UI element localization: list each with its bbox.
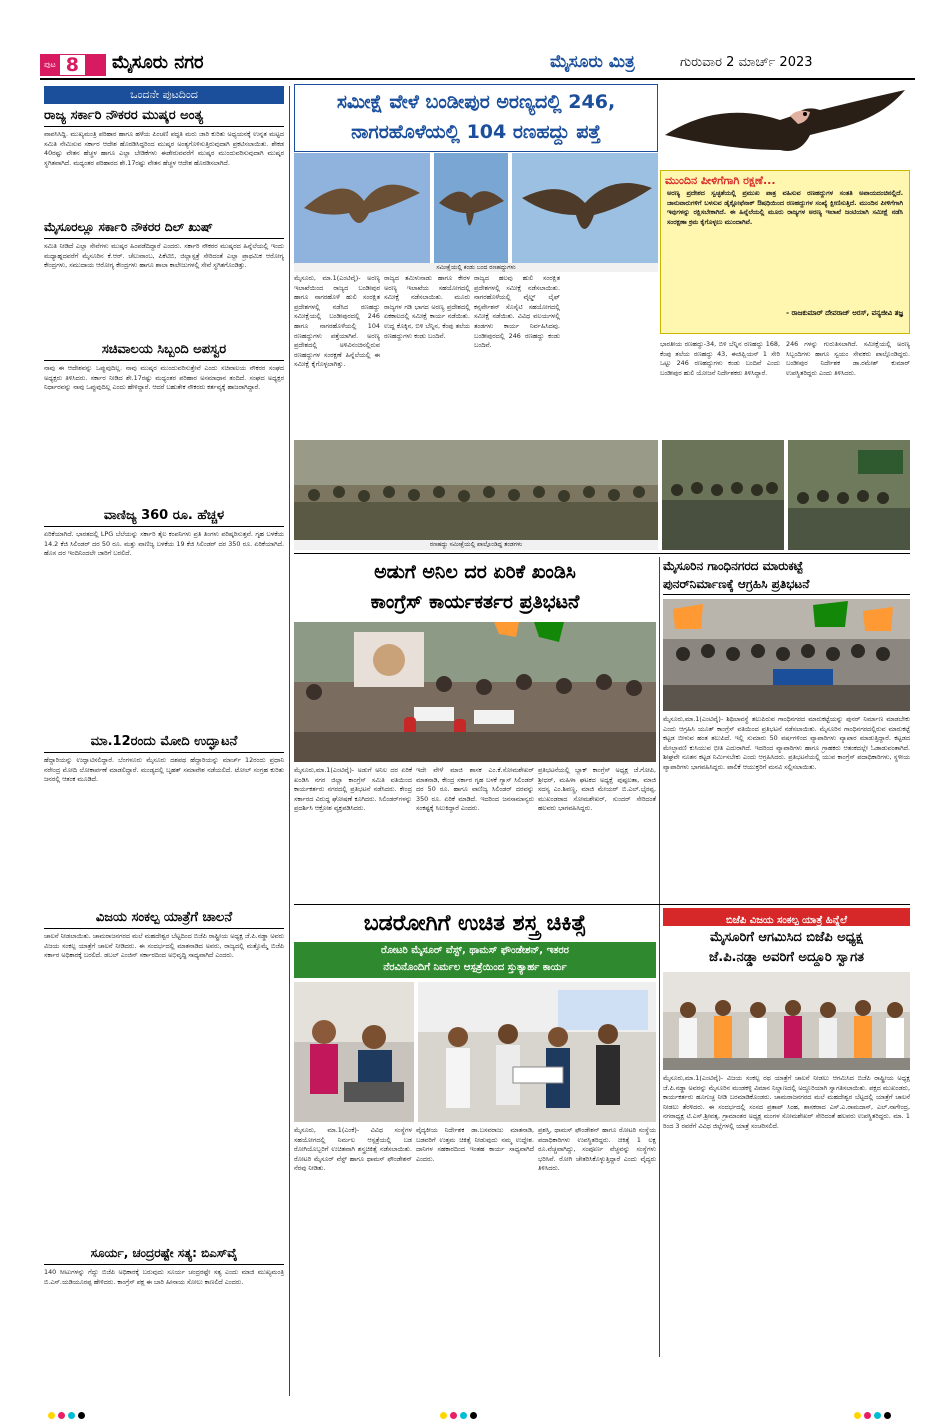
issue-date: ಗುರುವಾರ 2 ಮಾರ್ಚ್ 2023: [680, 55, 813, 70]
story-yatra-body: ಚಾಲನೆ ನೀಡಲಾಯಿತು. ಚಾಮರಾಜನಗರದ ಮಲೆ ಮಹದೇಶ್ವರ ಬೆಟ್ಟದಿಂದ ಬಿಜೆಪಿ ರಾಷ್ಟ್ರೀಯ ಅಧ್ಯಕ್ಷ ಜೆ.ಪಿ.ನಡ್ಡಾ ಅವರು ವಿಜಯ ಸಂಕಲ್ಪ ಯಾತ್ರೆಗೆ ಚಾಲನೆ ನೀಡಿದರು. ಈ ಸಂದರ್ಭದಲ್ಲಿ ಮಾತನಾಡಿದ ಅವರು, ರಾಜ್ಯದಲ್ಲಿ ಮತ್ತೊಮ್ಮೆ ಬಿಜೆಪಿ ಸರ್ಕಾರ ಅಧಿಕಾರಕ್ಕೆ ಬರಲಿದೆ. ಡಬಲ್ ಎಂಜಿನ್ ಸರ್ಕಾರದಿಂದ ಅಭಿವೃದ್ಧಿ ಸಾಧ್ಯವಾಗಿದೆ ಎಂದರು.: [44, 932, 284, 960]
gandhinagar-headline-line1: ಮೈಸೂರಿನ ಗಾಂಧಿನಗರದ ಮಾರುಕಟ್ಟೆ: [663, 559, 804, 573]
reg-dot-magenta: [450, 1412, 457, 1419]
vulture-photo-caption: ಸಮೀಕ್ಷೆಯಲ್ಲಿ ಕಂಡು ಬಂದ ರಣಹದ್ದುಗಳು: [294, 263, 658, 272]
reg-dot-black: [78, 1412, 85, 1419]
vulture-headline: [294, 84, 658, 152]
survey-team-photo: [788, 440, 910, 550]
gas-story-col2: ಇದೇ ವೇಳೆ ಮಾಜಿ ಶಾಸಕ ಎಂ.ಕೆ.ಸೋಮಶೇಖರ್ ಮಾತನಾಡಿ, ಕೇಂದ್ರ ಸರ್ಕಾರ ಗೃಹ ಬಳಕೆ ಗ್ಯಾಸ್ ಸಿಲಿಂಡರ್ ದರ 50 ರೂ. ಹಾಗೂ ವಾಣಿಜ್ಯ ಸಿಲಿಂಡರ್ ದರವನ್ನು 350 ರೂ. ಏರಿಕೆ ಮಾಡಿದೆ. ಇದರಿಂದ ಜನಸಾಮಾನ್ಯರು ಸಂಕಷ್ಟಕ್ಕೆ ಸಿಲುಕಿದ್ದಾರೆ ಎಂದರು.: [416, 766, 534, 813]
divider: [44, 526, 284, 527]
survey-team-photo: [662, 440, 784, 550]
vulture-photo-image: [434, 153, 508, 263]
story-mysuru-employees-headline: ಮೈಸೂರಲ್ಲೂ ಸರ್ಕಾರಿ ನೌಕರರ ದಿಲ್ ಖುಷ್: [44, 220, 213, 234]
vulture-headline-line2: ನಾಗರಹೊಳೆಯಲ್ಲಿ 104 ರಣಹದ್ದು ಪತ್ತೆ: [351, 121, 601, 143]
reg-dot-yellow: [48, 1412, 55, 1419]
surgery-story-col2: ವೈದ್ಯಕೀಯ ನಿರ್ದೇಶಕ ಡಾ.ಬಸವರಾಜು ಮಾತನಾಡಿ, ಬಡವರಿಗೆ ಉತ್ತಮ ಚಿಕಿತ್ಸೆ ನೀಡುವುದು ನಮ್ಮ ಉದ್ದೇಶ. ದಾನಿಗಳ ಸಹಕಾರದಿಂದ ಇಂತಹ ಕಾರ್ಯ ಸಾಧ್ಯವಾಗಿದೆ ಎಂದರು.: [416, 1126, 534, 1163]
surgery-photo-image: [294, 982, 414, 1122]
divider: [44, 126, 284, 127]
vulture-photo-image: [512, 153, 658, 263]
survey-team-photo-image: [294, 440, 658, 540]
story-modi-headline: ಮಾ.12ರಂದು ಮೋದಿ ಉದ್ಘಾಟನೆ: [90, 734, 238, 749]
side-box-body: ಅರಣ್ಯ ಪ್ರದೇಶದ ಸ್ವಚ್ಛತೆಯಲ್ಲಿ ಪ್ರಮುಖ ಪಾತ್ರ ವಹಿಸುವ ರಣಹದ್ದುಗಳ ಸಂತತಿ ಅಪಾಯದಂಚಿನಲ್ಲಿದೆ. ಜಾನುವಾರುಗಳಿಗೆ ಬಳಸುವ ಡೈಕ್ಲೋಫೆನಾಕ್ ಔಷಧಿಯಿಂದ ರಣಹದ್ದುಗಳ ಸಂಖ್ಯೆ ಕ್ಷೀಣಿಸುತ್ತಿದೆ. ಮುಂದಿನ ಪೀಳಿಗೆಗಾಗಿ ಇವುಗಳನ್ನು ರಕ್ಷಿಸಬೇಕಾಗಿದೆ. ಈ ಹಿನ್ನೆಲೆಯಲ್ಲಿ ಮೂರು ರಾಜ್ಯಗಳ ಅರಣ್ಯ ಇಲಾಖೆ ಜಂಟಿಯಾಗಿ ಸಮೀಕ್ಷೆ ನಡೆಸಿ ಸಂರಕ್ಷಣಾ ಕ್ರಮ ಕೈಗೊಳ್ಳಲು ಮುಂದಾಗಿವೆ.: [667, 189, 903, 226]
surgery-donation-photo-image: [418, 982, 656, 1122]
side-box: [660, 170, 910, 334]
vulture-illustration: [660, 80, 910, 170]
side-box-title: ಮುಂದಿನ ಪೀಳಿಗೆಗಾಗಿ ರಕ್ಷಣೆ...: [665, 174, 776, 187]
surgery-headline: ಬಡರೋಗಿಗೆ ಉಚಿತ ಶಸ್ತ್ರ ಚಿಕಿತ್ಸೆ: [363, 911, 587, 936]
surgery-story-col1: ಮೈಸೂರು, ಮಾ.1(ಎಂಕೆ)- ವಿವಿಧ ಸಂಸ್ಥೆಗಳ ಸಹಯೋಗದಲ್ಲಿ ನಿರ್ಮಲ ಆಸ್ಪತ್ರೆಯಲ್ಲಿ ಬಡ ರೋಗಿಯೊಬ್ಬರಿಗೆ ಉಚಿತವಾಗಿ ಶಸ್ತ್ರಚಿಕಿತ್ಸೆ ನಡೆಸಲಾಯಿತು. ರೋಟರಿ ಮೈಸೂರ್ ವೆಸ್ಟ್ ಹಾಗೂ ಥಾಮಸ್ ಫೌಂಡೇಶನ್ ನೆರವು ನೀಡಿತು.: [294, 1126, 412, 1173]
story-lpg-body: ಏರಿಕೆಯಾಗಿದೆ. ಭಾರತದಲ್ಲಿ LPG ಬೆಲೆಯನ್ನು ಸರ್ಕಾರಿ ತೈಲ ಕಂಪನಿಗಳು ಪ್ರತಿ ತಿಂಗಳು ಪರಿಷ್ಕರಿಸುತ್ತವೆ. ಗೃಹ ಬಳಕೆಯ 14.2 ಕೆಜಿ ಸಿಲಿಂಡರ್ ದರ 50 ರೂ. ಮತ್ತು ವಾಣಿಜ್ಯ ಬಳಕೆಯ 19 ಕೆಜಿ ಸಿಲಿಂಡರ್ ದರ 350 ರೂ. ಏರಿಕೆಯಾಗಿದೆ. ಹೊಸ ದರ ಇಂದಿನಿಂದಲೇ ಜಾರಿಗೆ ಬರಲಿದೆ.: [44, 530, 284, 558]
reg-dot-yellow: [854, 1412, 861, 1419]
reg-dot-cyan: [874, 1412, 881, 1419]
divider: [44, 928, 284, 929]
nadda-welcome-photo: [663, 972, 910, 1070]
left-column: [44, 86, 284, 1396]
story-yatra-headline: ವಿಜಯ ಸಂಕಲ್ಪ ಯಾತ್ರೆಗೆ ಚಾಲನೆ: [95, 910, 233, 925]
story-secretariat-headline: ಸಚಿವಾಲಯ ಸಿಬ್ಬಂದಿ ಅಪಸ್ವರ: [101, 342, 227, 357]
surgery-subhead-line2: ನೆರವಿನೊಂದಿಗೆ ನಿರ್ಮಲ ಆಸ್ಪತ್ರೆಯಿಂದ ಸ್ತುತ್ಯಾರ್ಹ ಕಾರ್ಯ: [383, 962, 567, 973]
gandhinagar-headline: [663, 557, 910, 595]
divider: [44, 1264, 284, 1265]
reg-dot-magenta: [58, 1412, 65, 1419]
gandhinagar-protest-photo: [663, 599, 910, 711]
gandhinagar-story-body: ಮೈಸೂರು,ಮಾ.1(ಎಂಟಿವೈ)- ಶಿಥಿಲಾವಸ್ಥೆ ತಲುಪಿರುವ ಗಾಂಧಿನಗರದ ಮಾರುಕಟ್ಟೆಯನ್ನು ಪುನರ್ ನಿರ್ಮಾಣ ಮಾಡಬೇಕು ಎಂದು ಆಗ್ರಹಿಸಿ ಯೂತ್ ಕಾಂಗ್ರೆಸ್ ವತಿಯಿಂದ ಪ್ರತಿಭಟನೆ ನಡೆಸಲಾಯಿತು. ಮೈಸೂರಿನ ಗಾಂಧಿನಗರದಲ್ಲಿರುವ ಮಾರುಕಟ್ಟೆ ಕಟ್ಟಡ ಬೀಳುವ ಹಂತ ತಲುಪಿದೆ. ಇಲ್ಲಿ ಸುಮಾರು 50 ವರ್ಷಗಳಿಂದ ವ್ಯಾಪಾರಿಗಳು ವ್ಯಾಪಾರ ಮಾಡುತ್ತಿದ್ದಾರೆ. ಕಟ್ಟಡದ ಮೇಲ್ಛಾವಣಿ ಕುಸಿಯುವ ಭೀತಿ ಎದುರಾಗಿದೆ. ಇದರಿಂದ ವ್ಯಾಪಾರಿಗಳು ಹಾಗೂ ಗ್ರಾಹಕರು ಆತಂಕದಲ್ಲೇ ಓಡಾಡುವಂತಾಗಿದೆ. ಶೀಘ್ರವೇ ನೂತನ ಕಟ್ಟಡ ನಿರ್ಮಿಸಬೇಕು ಎಂದು ಆಗ್ರಹಿಸಿದರು. ಪ್ರತಿಭಟನೆಯಲ್ಲಿ ಯುವ ಕಾಂಗ್ರೆಸ್ ಪದಾಧಿಕಾರಿಗಳು, ಸ್ಥಳೀಯ ವ್ಯಾಪಾರಿಗಳು ಭಾಗವಹಿಸಿದ್ದರು. ಪಾಲಿಕೆ ಆಯುಕ್ತರಿಗೆ ಮನವಿ ಸಲ್ಲಿಸಲಾಯಿತು.: [663, 715, 910, 771]
story-mysuru-employees-body: ಸಮಿತಿ ನೀಡಿದೆ ಎಲ್ಲಾ ಸೇವೆಗಳು ಮುಷ್ಕರ ಹಿಂಪಡೆದಿದ್ದಾರೆ ಎಂದರು. ಸರ್ಕಾರಿ ನೌಕರರ ಮುಷ್ಕರದ ಹಿನ್ನೆಲೆಯಲ್ಲಿ ಇಂದು ಮಧ್ಯಾಹ್ನದವರೆಗೆ ಮೈಸೂರಿನ ಕೆ.ಆರ್. ಚೆಲುವಾಂಬ, ಪಿಕೆಟಿಬಿ, ಜಿಲ್ಲಾಸ್ಪತ್ರೆ ಸೇರಿದಂತೆ ಎಲ್ಲಾ ಪ್ರಾಥಮಿಕ ಆರೋಗ್ಯ ಕೇಂದ್ರಗಳು, ಸಮುದಾಯ ಆರೋಗ್ಯ ಕೇಂದ್ರಗಳು ಹಾಗೂ ಶಾಲಾ ಕಾಲೇಜುಗಳಲ್ಲಿ ಸೇವೆ ಸ್ಥಗಿತಗೊಂಡಿತ್ತು.: [44, 242, 284, 270]
surgery-donation-photo: [418, 982, 656, 1122]
vulture-photo: [294, 153, 430, 263]
vulture-story-col4: ಭಾರತೀಯ ರಣಹದ್ದು-34, ಬಿಳಿ ಬೆನ್ನಿನ ರಣಹದ್ದು 168, ಕೆಂಪು ತಲೆಯ ರಣಹದ್ದು 43, ಈಜಿಪ್ಷಿಯನ್ 1 ಸೇರಿ ಒಟ್ಟು 246 ರಣಹದ್ದುಗಳು ಕಂಡು ಬಂದಿವೆ ಎಂದು ಬಂಡೀಪುರ ಹುಲಿ ಯೋಜನೆ ನಿರ್ದೇಶಕರು ತಿಳಿಸಿದ್ದಾರೆ.: [660, 340, 780, 377]
nadda-story-body: ಮೈಸೂರು,ಮಾ.1(ಎಂಟಿವೈ)- ವಿಜಯ ಸಂಕಲ್ಪ ರಥ ಯಾತ್ರೆಗೆ ಚಾಲನೆ ನೀಡಲು ಆಗಮಿಸಿದ ಬಿಜೆಪಿ ರಾಷ್ಟ್ರೀಯ ಅಧ್ಯಕ್ಷ ಜೆ.ಪಿ.ನಡ್ಡಾ ಅವರನ್ನು ಮೈಸೂರಿನ ಮಂಡಕಳ್ಳಿ ವಿಮಾನ ನಿಲ್ದಾಣದಲ್ಲಿ ಅದ್ದೂರಿಯಾಗಿ ಸ್ವಾಗತಿಸಲಾಯಿತು. ಪಕ್ಷದ ಮುಖಂಡರು, ಕಾರ್ಯಕರ್ತರು ಹೂಗುಚ್ಛ ನೀಡಿ ಬರಮಾಡಿಕೊಂಡರು. ಚಾಮರಾಜನಗರದ ಮಲೆ ಮಹದೇಶ್ವರ ಬೆಟ್ಟದಲ್ಲಿ ಯಾತ್ರೆಗೆ ಚಾಲನೆ ನೀಡಲು ತೆರಳಿದರು. ಈ ಸಂದರ್ಭದಲ್ಲಿ ಸಂಸದ ಪ್ರತಾಪ್ ಸಿಂಹ, ಶಾಸಕರಾದ ಎಸ್.ಎ.ರಾಮದಾಸ್, ಎಲ್.ನಾಗೇಂದ್ರ, ನಗರಾಧ್ಯಕ್ಷ ಟಿ.ಎಸ್.ಶ್ರೀವತ್ಸ, ಗ್ರಾಮಾಂತರ ಅಧ್ಯಕ್ಷ ಮಂಗಳ ಸೋಮಶೇಖರ್ ಸೇರಿದಂತೆ ಹಲವರು ಉಪಸ್ಥಿತರಿದ್ದರು. ಮಾ. 1 ರಿಂದ 3 ರವರೆಗೆ ವಿವಿಧ ಜಿಲ್ಲೆಗಳಲ್ಲಿ ಯಾತ್ರೆ ಸಂಚರಿಸಲಿದೆ.: [663, 1074, 910, 1130]
gas-headline-line2: ಕಾಂಗ್ರೆಸ್ ಕಾರ್ಯಕರ್ತರ ಪ್ರತಿಭಟನೆ: [370, 591, 580, 613]
continued-banner: ಒಂದನೇ ಪುಟದಿಂದ: [44, 86, 284, 104]
gas-protest-photo: [294, 622, 656, 762]
gas-headline: [294, 557, 656, 619]
gandhinagar-protest-photo-image: [663, 599, 910, 711]
nadda-headline: [663, 928, 910, 968]
nadda-kicker: ಬಿಜೆಪಿ ವಿಜಯ ಸಂಕಲ್ಪ ಯಾತ್ರೆ ಹಿನ್ನೆಲೆ: [663, 908, 910, 926]
vulture-photo: [434, 153, 508, 263]
story-lpg-headline: ವಾಣಿಜ್ಯ 360 ರೂ. ಹೆಚ್ಚಳ: [103, 508, 225, 523]
page-label: ಪುಟ: [44, 60, 56, 69]
divider: [294, 904, 910, 905]
gas-story-col1: ಮೈಸೂರು,ಮಾ.1(ಎಂಟಿವೈ)- ಅಡುಗೆ ಅನಿಲ ದರ ಏರಿಕೆ ಖಂಡಿಸಿ ನಗರ ಜಿಲ್ಲಾ ಕಾಂಗ್ರೆಸ್ ಸಮಿತಿ ವತಿಯಿಂದ ಕಾರ್ಯಕರ್ತರು ನಗರದಲ್ಲಿ ಪ್ರತಿಭಟನೆ ನಡೆಸಿದರು. ಕೇಂದ್ರ ಸರ್ಕಾರದ ವಿರುದ್ಧ ಘೋಷಣೆ ಕೂಗಿದರು. ಸಿಲಿಂಡರ್‌ಗಳನ್ನು ಪ್ರದರ್ಶಿಸಿ ಆಕ್ರೋಶ ವ್ಯಕ್ತಪಡಿಸಿದರು.: [294, 766, 412, 813]
vulture-photo: [512, 153, 658, 263]
survey-team-photo: [294, 440, 658, 540]
vulture-story-col3: ರಾಜ್ಯದ ಹಲವು ಹುಲಿ ಸಂರಕ್ಷಿತ ಪ್ರದೇಶಗಳಲ್ಲಿ ಸಮೀಕ್ಷೆ ನಡೆಸಲಾಯಿತು. ನಾಗರಹೊಳೆಯಲ್ಲಿ ವೈಲ್ಡ್ ಲೈಫ್ ಕನ್ಸರ್ವೇಶನ್ ಸೊಸೈಟಿ ಸಹಯೋಗದಲ್ಲಿ ಸಮೀಕ್ಷೆ ನಡೆಯಿತು. ವಿವಿಧ ವಲಯಗಳಲ್ಲಿ ತಂಡಗಳು ಕಾರ್ಯ ನಿರ್ವಹಿಸಿದವು. ಬಂಡೀಪುರದಲ್ಲಿ 246 ರಣಹದ್ದು ಕಂಡು ಬಂದಿವೆ.: [474, 274, 560, 350]
section-name: ಮೈಸೂರು ನಗರ: [112, 52, 204, 73]
reg-dot-magenta: [864, 1412, 871, 1419]
vulture-photo-row: [294, 153, 658, 271]
gandhinagar-headline-line2: ಪುನರ್‌ನಿರ್ಮಾಣಕ್ಕೆ ಆಗ್ರಹಿಸಿ ಪ್ರತಿಭಟನೆ: [663, 577, 810, 591]
divider: [44, 360, 284, 361]
vulture-headline-line1: ಸಮೀಕ್ಷೆ ವೇಳೆ ಬಂಡೀಪುರ ಅರಣ್ಯದಲ್ಲಿ 246,: [336, 91, 616, 113]
page-number: 8: [60, 55, 85, 75]
surgery-subhead: [294, 942, 656, 978]
surgery-story-col3-visible: ಪ್ರಶಸ್ತಿ, ಥಾಮಸ್ ಫೌಂಡೇಶನ್ ಹಾಗೂ ರೋಟರಿ ಸಂಸ್ಥೆಯ ಪದಾಧಿಕಾರಿಗಳು ಉಪಸ್ಥಿತರಿದ್ದರು. ಚಿಕಿತ್ಸೆ 1 ಲಕ್ಷ ರೂ.ವೆಚ್ಚವಾಗಿದ್ದು, ಸಂಪೂರ್ಣ ವೆಚ್ಚವನ್ನು ಸಂಸ್ಥೆಗಳು ಭರಿಸಿವೆ. ರೋಗಿ ಚೇತರಿಸಿಕೊಳ್ಳುತ್ತಿದ್ದಾರೆ ಎಂದು ವೈದ್ಯರು ತಿಳಿಸಿದರು.: [538, 1126, 656, 1173]
reg-dot-black: [884, 1412, 891, 1419]
nadda-headline-line2: ಜೆ.ಪಿ.ನಡ್ಡಾ ಅವರಿಗೆ ಅದ್ದೂರಿ ಸ್ವಾಗತ: [709, 950, 864, 965]
survey-team-caption: ರಣಹದ್ದು ಸಮೀಕ್ಷೆಯಲ್ಲಿ ಪಾಲ್ಗೊಂಡಿದ್ದ ತಂಡಗಳು: [294, 540, 658, 550]
story-secretariat-body: ನಾವು ಈ ಆದೇಶವನ್ನು ಒಪ್ಪುವುದಿಲ್ಲ. ನಾವು ಮುಷ್ಕರ ಮುಂದುವರಿಸುತ್ತೇವೆ ಎಂದು ಸಚಿವಾಲಯ ನೌಕರರ ಸಂಘದ ಅಧ್ಯಕ್ಷರು ತಿಳಿಸಿದರು. ಸರ್ಕಾರ ನೀಡಿದ ಶೇ.17ರಷ್ಟು ಮಧ್ಯಂತರ ಪರಿಹಾರ ಅಸಮಾಧಾನ ತಂದಿದೆ. ಸಂಘದ ಅಧ್ಯಕ್ಷರ ನಿರ್ಧಾರವನ್ನು ನಾವು ಒಪ್ಪುವುದಿಲ್ಲ ಎಂದು ಹೇಳಿದ್ದಾರೆ. ಆದರೆ ಬಹುತೇಕ ನೌಕರರು ಕರ್ತವ್ಯಕ್ಕೆ ಹಾಜರಾಗಿದ್ದಾರೆ.: [44, 364, 284, 392]
story-bsy-body: 140 ಸೀಟುಗಳನ್ನು ಗೆದ್ದು ಬಿಜೆಪಿ ಅಧಿಕಾರಕ್ಕೆ ಬರುವುದು ಸೂರ್ಯ ಚಂದ್ರರಷ್ಟೇ ಸತ್ಯ ಎಂದು ಮಾಜಿ ಮುಖ್ಯಮಂತ್ರಿ ಬಿ.ಎಸ್.ಯಡಿಯೂರಪ್ಪ ಹೇಳಿದರು. ಕಾಂಗ್ರೆಸ್ ಪಕ್ಷ ಈ ಬಾರಿ ಹೀನಾಯ ಸೋಲು ಕಾಣಲಿದೆ ಎಂದರು.: [44, 1268, 284, 1286]
surgery-photo: [294, 982, 414, 1122]
story-bsy-headline: ಸೂರ್ಯ, ಚಂದ್ರರಷ್ಟೇ ಸತ್ಯ: ಬಿಎಸ್‌ವೈ: [90, 1246, 238, 1260]
registration-marks: [854, 1404, 894, 1423]
story-strike-end-headline: ರಾಜ್ಯ ಸರ್ಕಾರಿ ನೌಕರರ ಮುಷ್ಕರ ಅಂತ್ಯ: [44, 108, 204, 123]
page-number-box: [40, 54, 106, 76]
nadda-welcome-photo-image: [663, 972, 910, 1070]
registration-marks: [48, 1404, 88, 1423]
surgery-subhead-line1: ರೋಟರಿ ಮೈಸೂರ್ ವೆಸ್ಟ್, ಥಾಮಸ್ ಫೌಂಡೇಶನ್, ಇತರರ: [381, 945, 569, 956]
vulture-story-col1: ಮೈಸೂರು, ಮಾ.1(ಎಂಟಿವೈ)- ಅರಣ್ಯ ಇಲಾಖೆಯಿಂದ ರಾಜ್ಯದ ಬಂಡೀಪುರ ಹಾಗೂ ನಾಗರಹೊಳೆ ಹುಲಿ ಸಂರಕ್ಷಿತ ಪ್ರದೇಶಗಳಲ್ಲಿ ನಡೆಸಿದ ರಣಹದ್ದು ಸಮೀಕ್ಷೆಯಲ್ಲಿ ಬಂಡೀಪುರದಲ್ಲಿ 246 ಹಾಗೂ ನಾಗರಹೊಳೆಯಲ್ಲಿ 104 ರಣಹದ್ದುಗಳು ಪತ್ತೆಯಾಗಿವೆ. ಅರಣ್ಯ ಪ್ರದೇಶದಲ್ಲಿ ಅಳಿವಿನಂಚಿನಲ್ಲಿರುವ ರಣಹದ್ದುಗಳ ಸಂರಕ್ಷಣೆ ಹಿನ್ನೆಲೆಯಲ್ಲಿ ಈ ಸಮೀಕ್ಷೆ ಕೈಗೊಳ್ಳಲಾಗಿತ್ತು.: [294, 274, 380, 369]
nadda-headline-line1: ಮೈಸೂರಿಗೆ ಆಗಮಿಸಿದ ಬಿಜೆಪಿ ಅಧ್ಯಕ್ಷ: [710, 930, 863, 945]
column-divider: [659, 557, 660, 1357]
divider: [294, 553, 910, 554]
reg-dot-cyan: [68, 1412, 75, 1419]
story-strike-end-body: ವಾಪಸಿಸಿದ್ದಿ. ಮುಖ್ಯಮಂತ್ರಿ ಪರಿಹಾರ ಹಾಗೂ ಹಳೆಯ ಪಿಂಚಣಿ ಪದ್ಧತಿ ಮರು ಜಾರಿ ಕುರಿತು ಅಧ್ಯಯನಕ್ಕೆ ಉನ್ನತ ಮಟ್ಟದ ಸಮಿತಿ ನೇಮಿಸುವ ಸರ್ಕಾರ ಆದೇಶ ಹೊರಡಿಸಿದ್ದರಿಂದ ಮುಷ್ಕರ ಅಂತ್ಯಗೊಳಿಸುತ್ತಿರುವುದಾಗಿ ಪ್ರಕಟಿಸಲಾಯಿತು. ಶೇಕಡ 40ರಷ್ಟು ವೇತನ ಹೆಚ್ಚಳ ಹಾಗೂ ಎಲ್ಲಾ ಬೇಡಿಕೆಗಳು ಈಡೇರುವವರೆಗೆ ಮುಷ್ಕರ ಮುಂದುವರಿಸುವುದಾಗಿ ಮುಷ್ಕರ ಸ್ಥಗಿತವಾಗಿದೆ. ಮಧ್ಯಂತರ ಪರಿಹಾರದ ಶೇ.17ರಷ್ಟು ವೇತನ ಹೆಚ್ಚಳ ಆದೇಶ ಹೊರಡಿಸಲಾಗಿದೆ.: [44, 130, 284, 167]
divider: [44, 238, 284, 239]
gas-story-col3: ಪ್ರತಿಭಟನೆಯಲ್ಲಿ ಬ್ಲಾಕ್ ಕಾಂಗ್ರೆಸ್ ಅಧ್ಯಕ್ಷ ಜೆ.ಗೋಪಿ, ಶ್ರೀಧರ್, ಮಹಿಳಾ ಘಟಕದ ಅಧ್ಯಕ್ಷೆ ಪುಷ್ಪಲತಾ, ಮಾಜಿ ಸದಸ್ಯ ಎಂ.ಶಿವಣ್ಣ, ಮಾಜಿ ಮೇಯರ್ ಬಿ.ಎಲ್.ಭೈರಪ್ಪ, ಮುಖಂಡರಾದ ಸೋಮಶೇಖರ್, ಸುಂದರ್ ಸೇರಿದಂತೆ ಹಲವರು ಭಾಗವಹಿಸಿದ್ದರು.: [538, 766, 656, 813]
reg-dot-yellow: [440, 1412, 447, 1419]
vulture-photo-image: [294, 153, 430, 263]
masthead: [40, 50, 915, 80]
gas-protest-photo-image: [294, 622, 656, 762]
vulture-story-col5: 246 ಗಳನ್ನು ಗುರುತಿಸಲಾಗಿದೆ. ಸಮೀಕ್ಷೆಯಲ್ಲಿ ಅರಣ್ಯ ಸಿಬ್ಬಂದಿಗಳು ಹಾಗೂ ಸ್ವಯಂ ಸೇವಕರು ಪಾಲ್ಗೊಂಡಿದ್ದರು. ಬಂಡೀಪುರ ನಿರ್ದೇಶಕ ಡಾ.ರಮೇಶ್ ಕುಮಾರ್ ಉಪಸ್ಥಿತರಿದ್ದರು ಎಂದು ತಿಳಿಸಿದರು.: [786, 340, 910, 377]
registration-marks: [440, 1404, 480, 1423]
vulture-story-col2: ರಾಜ್ಯದ ತಮಿಳುನಾಡು ಹಾಗೂ ಕೇರಳ ಅರಣ್ಯ ಇಲಾಖೆಯ ಸಹಯೋಗದಲ್ಲಿ ಸಮೀಕ್ಷೆ ನಡೆಸಲಾಯಿತು. ಮೂರು ರಾಜ್ಯಗಳ ಗಡಿ ಭಾಗದ ಅರಣ್ಯ ಪ್ರದೇಶದಲ್ಲಿ ಏಕಕಾಲದಲ್ಲಿ ಸಮೀಕ್ಷೆ ಕಾರ್ಯ ನಡೆಯಿತು. ಉದ್ದ ಕೊಕ್ಕಿನ, ಬಿಳಿ ಬೆನ್ನಿನ, ಕೆಂಪು ತಲೆಯ ರಣಹದ್ದುಗಳು ಕಂಡು ಬಂದಿವೆ.: [384, 274, 470, 340]
story-modi-body: ಹೆದ್ದಾರಿಯನ್ನು ಉದ್ಘಾಟಿಸಲಿದ್ದಾರೆ. ಬೆಂಗಳೂರು ಮೈಸೂರು ದಶಪಥ ಹೆದ್ದಾರಿಯನ್ನು ಮಾರ್ಚ್ 12ರಂದು ಪ್ರಧಾನಿ ನರೇಂದ್ರ ಮೋದಿ ಲೋಕಾರ್ಪಣೆ ಮಾಡಲಿದ್ದಾರೆ. ಮಂಡ್ಯದಲ್ಲಿ ಬೃಹತ್ ಸಮಾವೇಶ ನಡೆಯಲಿದೆ. ಟೋಲ್ ಸಂಗ್ರಹ ಕುರಿತು ಜನರಲ್ಲಿ ಆತಂಕ ಮೂಡಿದೆ.: [44, 756, 284, 784]
divider: [44, 752, 284, 753]
side-box-signoff: - ರಾಜಕುಮಾರ್ ದೇವರಾಜ್ ಅರಸ್, ವನ್ಯಜೀವಿ ತಜ್ಞ: [786, 309, 903, 317]
gas-headline-line1: ಅಡುಗೆ ಅನಿಲ ದರ ಏರಿಕೆ ಖಂಡಿಸಿ: [374, 561, 576, 583]
reg-dot-black: [470, 1412, 477, 1419]
survey-team-photo-image: [788, 440, 910, 550]
paper-name: ಮೈಸೂರು ಮಿತ್ರ: [550, 52, 635, 72]
survey-team-photo-image: [662, 440, 784, 550]
column-divider: [289, 86, 290, 1396]
reg-dot-cyan: [460, 1412, 467, 1419]
